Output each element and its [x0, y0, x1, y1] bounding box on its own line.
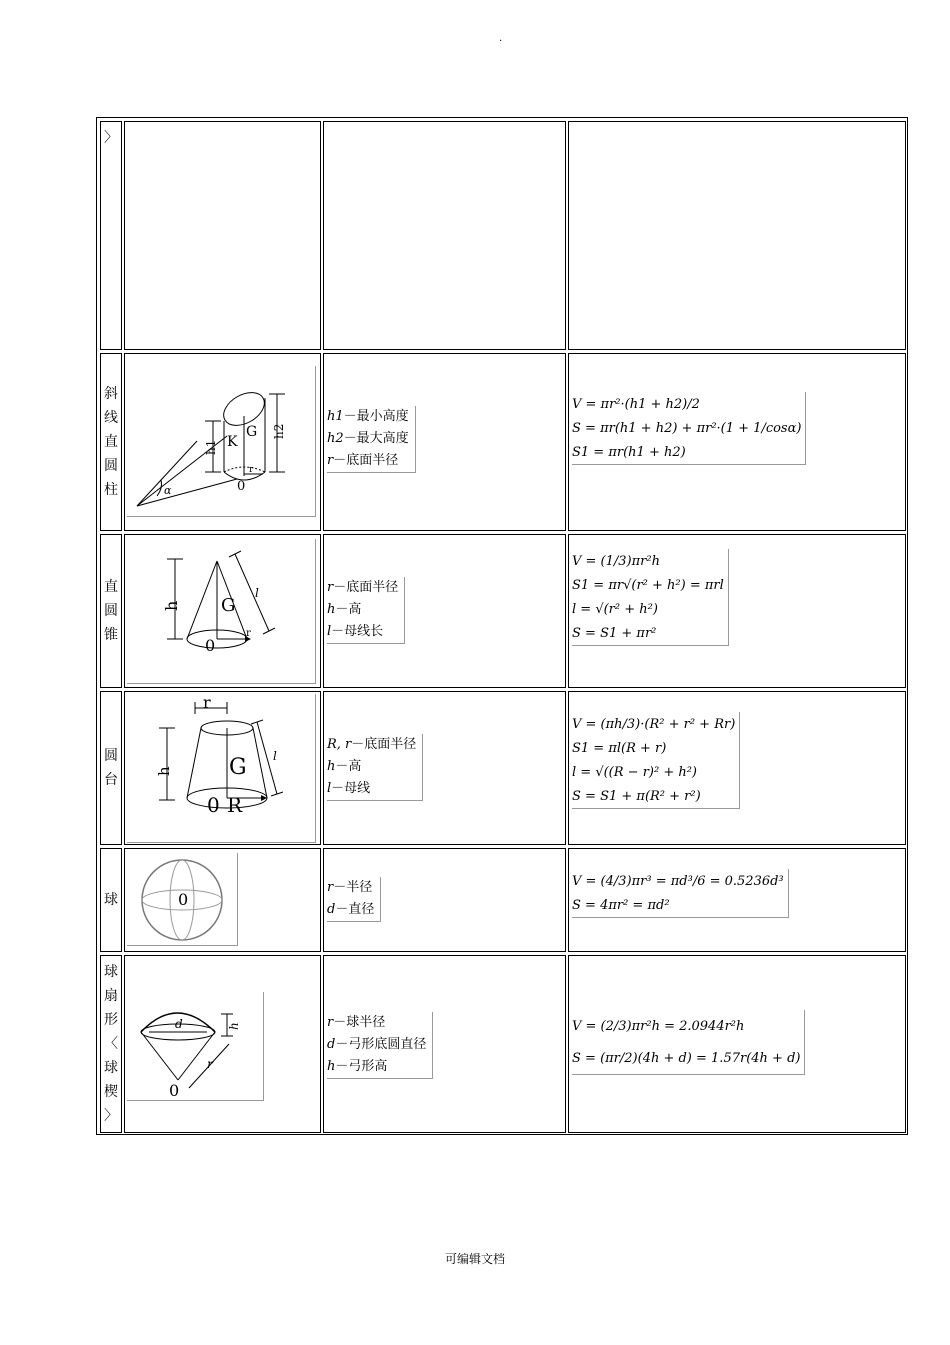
symbol: r [327, 580, 334, 595]
meaning: －弓形底圆直径 [335, 1037, 427, 1052]
row-label-sphere [100, 848, 122, 952]
label-char: 直 [104, 434, 118, 450]
symbol: h [327, 759, 336, 774]
row-label-text: 〉 [104, 130, 118, 146]
fig-label-r: r [246, 628, 251, 639]
label-char: 圆 [104, 748, 118, 764]
label-char: 圆 [104, 603, 118, 619]
fig-label-g: G [229, 755, 247, 780]
symbol: R, r [327, 737, 352, 752]
symbol: d [327, 1037, 336, 1052]
label-char: 斜 [104, 386, 118, 402]
symbol: h2 [327, 431, 344, 446]
fig-label-l: l [255, 586, 259, 600]
figure-cell [124, 534, 321, 688]
row-label-right-cone [100, 534, 122, 688]
label-char: 球 [104, 964, 118, 980]
definitions-box [327, 577, 405, 644]
fig-label-h2: h2 [272, 423, 286, 439]
meaning: －球半径 [333, 1015, 386, 1030]
definition-line [327, 734, 416, 756]
fig-label-d: d [175, 1017, 183, 1031]
label-char: 形 [104, 1012, 118, 1028]
fig-label-r: r [203, 694, 211, 712]
formula-cell [568, 955, 906, 1133]
formula-cell [568, 353, 906, 531]
formula-line: l = √(r² + h²) [572, 601, 658, 617]
fig-label-h: h [162, 600, 181, 611]
spherical-sector-figure [127, 992, 264, 1101]
definition-line [327, 1034, 426, 1056]
definition-cell [323, 848, 566, 952]
formula-line: V = (1/3)πr²h [572, 553, 660, 569]
label-char: 〉 [104, 1108, 118, 1124]
frustum-figure [127, 694, 316, 843]
fig-label-o: 0 [237, 479, 246, 494]
page-footer: 可编辑文档 [444, 1252, 505, 1266]
label-char: 线 [104, 410, 118, 426]
label-char: 球 [104, 892, 118, 908]
label-char: 扇 [104, 988, 118, 1004]
definition-line [327, 877, 374, 899]
fig-label-l: l [273, 749, 277, 763]
formulas-box [572, 392, 806, 465]
formulas-box [572, 549, 729, 646]
formulas-box [572, 712, 740, 809]
definition-line [327, 756, 416, 778]
symbol: h1 [327, 409, 344, 424]
fig-label-o: 0 [169, 1081, 180, 1100]
symbol: l [327, 624, 332, 639]
meaning: －底面半径 [333, 453, 399, 468]
definition-cell [323, 121, 566, 350]
fig-label-r: r [249, 465, 254, 475]
label-char: 楔 [104, 1084, 118, 1100]
formula-cell [568, 848, 906, 952]
oblique-cylinder-figure [127, 366, 316, 517]
formula-line: l = √((R − r)² + h²) [572, 764, 697, 780]
definition-line [327, 778, 416, 800]
fig-label-alpha: α [164, 484, 172, 497]
formula-line: S1 = πr(h1 + h2) [572, 444, 686, 460]
formula-line: S = πr(h1 + h2) + πr²·(1 + 1/cosα) [572, 420, 802, 436]
formula-line: S = 4πr² = πd² [572, 897, 670, 913]
right-cone-figure [127, 539, 316, 684]
definitions-box [327, 734, 423, 801]
figure-cell [124, 691, 321, 845]
label-char: 〈 [104, 1036, 118, 1052]
symbol: r [327, 453, 334, 468]
label-char: 球 [104, 1060, 118, 1076]
formula-line: V = πr²·(h1 + h2)/2 [572, 396, 700, 412]
definition-line [327, 406, 409, 428]
figure-cell [124, 121, 321, 350]
figure-cell [124, 353, 321, 531]
formula-cell [568, 691, 906, 845]
formula-line: S = (πr/2)(4h + d) = 1.57r(4h + d) [572, 1050, 801, 1066]
formulas-box [572, 869, 789, 918]
meaning: －半径 [333, 880, 373, 895]
meaning: －底面半径 [351, 737, 417, 752]
symbol: r [327, 880, 334, 895]
symbol: d [327, 902, 336, 917]
definition-line [327, 599, 398, 621]
symbol: l [327, 781, 332, 796]
fig-label-k: K [227, 434, 238, 450]
fig-label-g: G [246, 424, 258, 440]
formula-line: S1 = πr√(r² + h²) = πrl [572, 577, 724, 593]
row-label-oblique-cylinder [100, 353, 122, 531]
meaning: －母线 [331, 781, 371, 796]
meaning: －底面半径 [333, 580, 399, 595]
symbol: r [327, 1015, 334, 1030]
formula-cell [568, 534, 906, 688]
definitions-box [327, 406, 416, 473]
fig-label-g: G [221, 595, 236, 616]
definition-cell [323, 353, 566, 531]
definition-cell [323, 534, 566, 688]
label-char: 直 [104, 579, 118, 595]
definition-line [327, 450, 409, 472]
definition-line [327, 1056, 426, 1078]
fig-label-o: 0 [207, 793, 220, 817]
definition-line [327, 577, 398, 599]
fig-label-h: h [155, 766, 173, 776]
definitions-box [327, 1012, 433, 1079]
fig-label-big-r: R [227, 793, 243, 817]
meaning: －弓形高 [335, 1059, 388, 1074]
top-dot: . [499, 33, 503, 44]
meaning: －母线长 [331, 624, 384, 639]
meaning: －最小高度 [343, 409, 409, 424]
symbol: h [327, 1059, 336, 1074]
definitions-box [327, 877, 381, 922]
symbol: h [327, 602, 336, 617]
definition-line [327, 1012, 426, 1034]
fig-label-o: 0 [205, 636, 216, 655]
formula-line: V = (πh/3)·(R² + r² + Rr) [572, 716, 736, 732]
fig-label-r: r [207, 1057, 213, 1071]
formulas-box [572, 1010, 805, 1075]
definition-line [327, 899, 374, 921]
label-char: 锥 [104, 627, 118, 643]
meaning: －高 [335, 759, 362, 774]
label-char: 柱 [104, 482, 118, 498]
formula-line: V = (4/3)πr³ = πd³/6 = 0.5236d³ [572, 873, 784, 889]
fig-label-o: 0 [178, 890, 189, 909]
definition-cell [323, 955, 566, 1133]
row-label-spherical-sector [100, 955, 122, 1133]
formula-line: V = (2/3)πr²h = 2.0944r²h [572, 1018, 745, 1034]
row-label-frustum [100, 691, 122, 845]
fig-label-h: h [227, 1022, 241, 1030]
formula-cell [568, 121, 906, 350]
figure-cell [124, 955, 321, 1133]
label-char: 台 [104, 772, 118, 788]
definition-cell [323, 691, 566, 845]
definition-line [327, 621, 398, 643]
row-label-continuation [100, 121, 122, 350]
formula-line: S = S1 + π(R² + r²) [572, 788, 701, 804]
meaning: －高 [335, 602, 362, 617]
formula-table [96, 117, 908, 1135]
meaning: －直径 [335, 902, 375, 917]
fig-label-h1: h1 [204, 439, 218, 455]
figure-cell [124, 848, 321, 952]
formula-line: S1 = πl(R + r) [572, 740, 667, 756]
definition-line [327, 428, 409, 450]
sphere-figure [127, 853, 238, 946]
formula-line: S = S1 + πr² [572, 625, 657, 641]
meaning: －最大高度 [343, 431, 409, 446]
label-char: 圆 [104, 458, 118, 474]
